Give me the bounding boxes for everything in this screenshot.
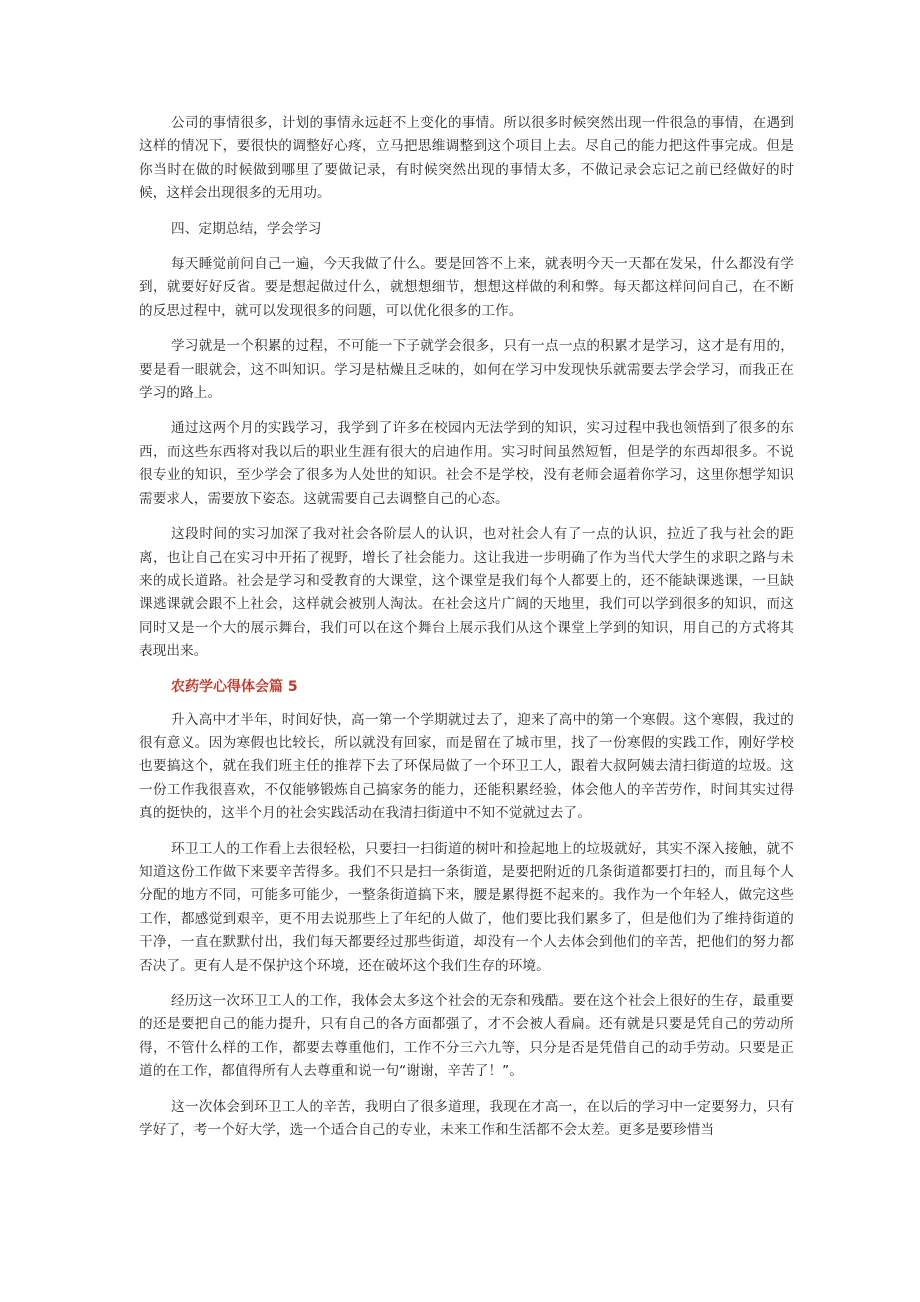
document-body [139,112,794,1142]
paragraph: 公司的事情很多，计划的事情永远赶不上变化的事情。所以很多时候突然出现一件很急的事情，在遇到这样的情况下，要很快的调整好心疼，立马把思维调整到这个项目上去。尽自己的能力把这件事完成。但是你当时在做的时候做到哪里了要做记录，有时候突然出现的事情太多，不做记录会忘记之前已经做好的时候，这样会出现很多的无用功。 [139,115,794,202]
paragraph: 这段时间的实习加深了我对社会各阶层人的认识，也对社会人有了一点的认识，拉近了我与社会的距离，也让自己在实习中开拓了视野，增长了社会能力。这让我进一步明确了作为当代大学生的求职之路与未来的成长道路。社会是学习和受教育的大课堂，这个课堂是我们每个人都要上的，还不能缺课逃课，一旦缺课逃课就会跟不上社会，这样就会被别人淘汰。在社会这片广阔的天地里，我们可以学到很多的知识，而这同时又是一个大的展示舞台，我们可以在这个舞台上展示我们从这个课堂上学到的知识，用自己的方式将其表现出来。 [139,526,794,660]
paragraph: 环卫工人的工作看上去很轻松，只要扫一扫街道的树叶和捡起地上的垃圾就好，其实不深入接触，就不知道这份工作做下来要辛苦得多。我们不只是扫一条街道，是要把附近的几条街道都要打扫的，而且每个人分配的地方不同，可能多可能少，一整条街道搞下来，腰是累得挺不起来的。我作为一个年轻人，做完这些工作，都感觉到艰辛，更不用去说那些上了年纪的人做了，他们要比我们累多了，但是他们为了维持街道的干净，一直在默默付出，我们每天都要经过那些街道，却没有一个人去体会到他们的辛苦，把他们的努力都否决了。更有人是不保护这个环境，还在破坏这个我们生存的环境。 [139,840,794,974]
section-title: 农药学心得体会篇 5 [171,678,298,695]
paragraph: 学习就是一个积累的过程，不可能一下子就学会很多，只有一点一点的积累才是学习，这才是有用的，要是看一眼就会，这不叫知识。学习是枯燥且乏味的，如何在学习中发现快乐就需要去学会学习，而我正在学习的路上。 [139,338,794,402]
paragraph: 这一次体会到环卫工人的辛苦，我明白了很多道理，我现在才高一，在以后的学习中一定要努力，只有学好了，考一个好大学，选一个适合自己的专业，未来工作和生活都不会太差。更多是要珍惜当 [139,1098,794,1139]
paragraph: 每天睡觉前问自己一遍，今天我做了什么。要是回答不上来，就表明今天一天都在发呆，什么都没有学到，就要好好反省。要是想起做过什么，就想想细节，想想这样做的利和弊。每天都这样问问自己，在不断的反思过程中，就可以发现很多的问题，可以优化很多的工作。 [139,256,794,319]
subheading: 四、定期总结，学会学习 [171,220,322,237]
paragraph: 通过这两个月的实践学习，我学到了许多在校园内无法学到的知识，实习过程中我也领悟到了很多的东西，而这些东西将对我以后的职业生涯有很大的启迪作用。实习时间虽然短暂，但是学的东西却很多。不说很专业的知识，至少学会了很多为人处世的知识。社会不是学校，没有老师会逼着你学习，这里你想学知识需要求人，需要放下姿态。这就需要自己去调整自己的心态。 [139,420,794,507]
paragraph: 经历这一次环卫工人的工作，我体会太多这个社会的无奈和残酷。要在这个社会上很好的生存，最重要的还是要把自己的能力提升，只有自己的各方面都强了，才不会被人看扁。还有就是只要是凭自己的劳动所得，不管什么样的工作，都要去尊重他们，工作不分三六九等，只分是否是凭借自己的动手劳动。只要是正道的在工作，都值得所有人去尊重和说一句“谢谢，辛苦了！”。 [139,993,794,1080]
paragraph: 升入高中才半年，时间好快，高一第一个学期就过去了，迎来了高中的第一个寒假。这个寒假，我过的很有意义。因为寒假也比较长，所以就没有回家，而是留在了城市里，找了一份寒假的实践工作，刚好学校也要搞这个，就在我们班主任的推荐下去了环保局做了一个环卫工人，跟着大叔阿姨去清扫街道的垃圾。这一份工作我很喜欢，不仅能够锻炼自己搞家务的能力，还能积累经验，体会他人的辛苦劳作，时间其实过得真的挺快的，这半个月的社会实践活动在我清扫街道中不知不觉就过去了。 [139,711,794,822]
